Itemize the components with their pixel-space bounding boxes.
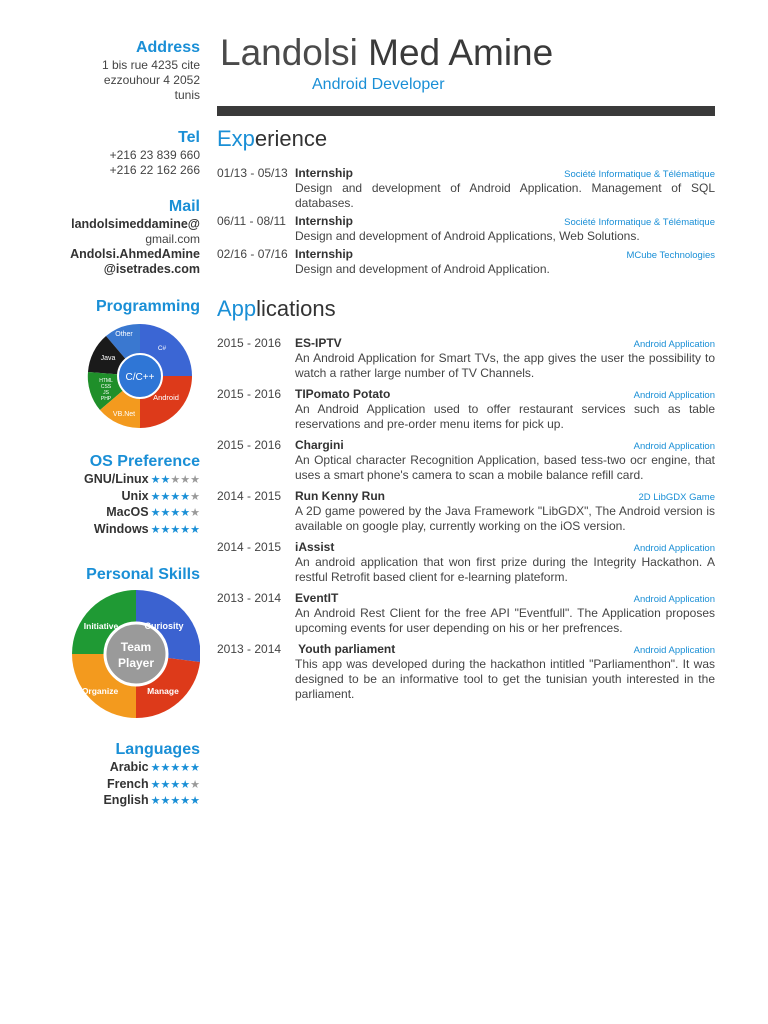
experience-list — [217, 166, 715, 277]
applications-list — [217, 336, 715, 702]
entry-dates: 2014 - 2015 — [217, 489, 282, 503]
entry-description: Design and development of Android Application. — [295, 262, 550, 276]
header-divider — [217, 106, 715, 116]
phone-number[interactable]: +216 23 839 660 — [109, 148, 200, 162]
experience-section — [217, 126, 715, 277]
rating-row — [60, 472, 200, 489]
job-title: Android Developer — [312, 76, 445, 93]
star-empty-icon: ★ — [190, 507, 200, 519]
sidebar — [60, 38, 200, 810]
wheel-center-label: Team — [120, 640, 152, 654]
star-filled-icon: ★ — [170, 778, 181, 791]
star-rating — [151, 491, 200, 503]
wheel-label-manage: Manage — [147, 686, 179, 696]
rating-label: GNU/Linux — [84, 472, 149, 486]
entry-description: An Android Rest Client for the free API "Eventfull". The Application proposes upcoming events for user depending on his or her prefrences. — [295, 606, 715, 635]
star-empty-icon: ★ — [170, 474, 181, 486]
star-filled-icon: ★ — [180, 762, 191, 774]
rating-label: English — [103, 793, 149, 807]
entry-organization: Société Informatique & Télématique — [564, 169, 715, 180]
application-entry — [217, 642, 715, 702]
entry-dates: 2015 - 2016 — [217, 438, 282, 452]
applications-section — [217, 296, 715, 702]
entry-title: iAssist — [295, 540, 335, 554]
skills-heading: Personal Skills — [86, 566, 200, 583]
star-filled-icon: ★ — [150, 474, 161, 486]
wheel-label-web: HTML CSS JS PHP — [99, 378, 113, 402]
entry-title: Internship — [295, 247, 354, 261]
star-rating — [151, 507, 200, 519]
rating-row — [60, 793, 200, 810]
star-filled-icon: ★ — [150, 795, 161, 807]
first-name: Landolsi — [220, 32, 358, 73]
entry-description: An Android Application used to offer restaurant services such as table reservations and pre-order menu items for pick up. — [295, 402, 715, 431]
rating-label: Unix — [121, 488, 149, 503]
star-filled-icon: ★ — [150, 490, 161, 503]
star-filled-icon: ★ — [180, 490, 191, 503]
star-filled-icon: ★ — [180, 778, 191, 791]
entry-category: Android Application — [633, 543, 715, 554]
star-filled-icon: ★ — [180, 795, 191, 807]
application-entry — [217, 540, 715, 585]
mail-section — [60, 197, 200, 277]
languages-section — [60, 740, 200, 810]
wheel-label-organize: Organize — [81, 686, 119, 696]
email-line[interactable]: gmail.com — [145, 232, 200, 246]
star-rating — [151, 795, 200, 807]
section-title-rest: lications — [256, 296, 336, 321]
address-line: tunis — [174, 88, 200, 102]
star-filled-icon: ★ — [190, 523, 200, 536]
programming-heading: Programming — [95, 298, 200, 315]
entry-description: An Optical character Recognition Application, based tess-two ocr engine, that uses a smart phone's camera to scan a mobile balance refill card. — [295, 453, 715, 482]
experience-entry — [217, 166, 715, 211]
wheel-label-android: Android — [153, 393, 179, 402]
star-filled-icon: ★ — [160, 795, 171, 807]
skills-section — [60, 565, 200, 724]
star-empty-icon: ★ — [190, 778, 200, 791]
email-line[interactable]: landolsimeddamine@ — [71, 217, 200, 231]
entry-category: Android Application — [633, 594, 715, 605]
entry-description: Design and development of Android Application. Management of SQL databases. — [295, 181, 715, 210]
star-filled-icon: ★ — [160, 474, 171, 486]
star-filled-icon: ★ — [190, 795, 200, 807]
application-entry — [217, 438, 715, 483]
star-filled-icon: ★ — [160, 762, 171, 774]
entry-title: Internship — [295, 214, 354, 228]
entry-dates: 2013 - 2014 — [217, 591, 282, 605]
application-entry — [217, 489, 715, 534]
star-filled-icon: ★ — [150, 507, 161, 519]
rating-label: Windows — [93, 521, 149, 536]
star-filled-icon: ★ — [190, 762, 200, 774]
star-empty-icon: ★ — [180, 474, 191, 486]
rating-row — [60, 489, 200, 506]
entry-category: 2D LibGDX Game — [638, 492, 715, 503]
star-filled-icon: ★ — [150, 762, 161, 774]
star-filled-icon: ★ — [150, 523, 161, 536]
address-line: ezzouhour 4 2052 — [103, 73, 200, 87]
entry-description: This app was developed during the hackathon intitled "Parliamenthon". It was designed to be an informative tool to get the tunisian youth interested in the parliament. — [295, 657, 715, 701]
rating-row — [60, 522, 200, 539]
entry-title: ES-IPTV — [295, 336, 342, 350]
entry-dates: 02/16 - 07/16 — [217, 247, 288, 261]
star-filled-icon: ★ — [150, 778, 161, 791]
entry-category: Android Application — [633, 441, 715, 452]
entry-description: Design and development of Android Applications, Web Solutions. — [295, 229, 640, 243]
phone-number[interactable]: +216 22 162 266 — [109, 163, 200, 177]
star-empty-icon: ★ — [190, 474, 200, 486]
entry-organization: MCube Technologies — [626, 250, 715, 261]
wheel-center-label: Player — [117, 656, 155, 670]
wheel-label-curiosity: Curiosity — [144, 621, 184, 631]
section-title-rest: erience — [254, 126, 328, 151]
section-title — [217, 126, 715, 152]
star-filled-icon: ★ — [160, 523, 171, 536]
star-filled-icon: ★ — [170, 523, 181, 536]
entry-category: Android Application — [633, 390, 715, 401]
entry-description: An android application that won first prize during the Integrity Hackathon. A restful Retrofit based client for e-learning plateform. — [295, 555, 715, 584]
entry-category: Android Application — [633, 645, 715, 656]
star-filled-icon: ★ — [180, 523, 191, 536]
wheel-label-java: Java — [100, 355, 116, 362]
star-filled-icon: ★ — [170, 795, 181, 807]
entry-dates: 2013 - 2014 — [217, 642, 282, 656]
star-filled-icon: ★ — [170, 762, 181, 774]
entry-dates: 01/13 - 05/13 — [217, 166, 288, 180]
entry-title: EventIT — [295, 591, 339, 605]
star-filled-icon: ★ — [170, 490, 181, 503]
star-filled-icon: ★ — [160, 490, 171, 503]
os-heading: OS Preference — [89, 453, 200, 470]
programming-section — [60, 297, 200, 432]
star-filled-icon: ★ — [160, 507, 171, 519]
section-title-accent: Exp — [217, 126, 255, 151]
star-rating — [151, 524, 200, 536]
wheel-center — [105, 623, 167, 685]
entry-title: Internship — [295, 166, 354, 180]
experience-entry — [217, 214, 715, 244]
star-rating — [151, 762, 200, 774]
rating-label: French — [106, 776, 149, 791]
address-line: 1 bis rue 4235 cite — [101, 58, 200, 72]
mail-heading: Mail — [168, 198, 200, 215]
entry-description: An Android Application for Smart TVs, the app gives the user the possibility to watch a rather large number of TV Channels. — [295, 351, 715, 380]
entry-title: Chargini — [295, 438, 344, 452]
entry-title: Youth parliament — [295, 642, 396, 656]
application-entry — [217, 336, 715, 381]
entry-title: TIPomato Potato — [295, 387, 391, 401]
rating-label: Arabic — [109, 760, 149, 774]
star-filled-icon: ★ — [180, 507, 191, 519]
entry-dates: 06/11 - 08/11 — [217, 214, 286, 228]
wheel-label-other: Other — [115, 331, 133, 338]
rating-label: MacOS — [106, 505, 149, 519]
star-empty-icon: ★ — [190, 490, 200, 503]
wheel-label-vbnet: VB.Net — [112, 411, 136, 418]
entry-title: Run Kenny Run — [295, 489, 385, 503]
application-entry — [217, 591, 715, 636]
os-section — [60, 452, 200, 538]
entry-dates: 2015 - 2016 — [217, 387, 282, 401]
last-name: Med Amine — [368, 32, 554, 73]
wheel-label-initiative: Initiative — [83, 621, 119, 631]
rating-row — [60, 777, 200, 794]
wheel-label-csharp: C# — [157, 345, 167, 352]
tel-heading: Tel — [178, 129, 200, 146]
languages-heading: Languages — [115, 741, 200, 758]
entry-category: Android Application — [633, 339, 715, 350]
rating-row — [60, 505, 200, 522]
section-title-accent: App — [217, 296, 257, 321]
entry-dates: 2014 - 2015 — [217, 540, 282, 554]
star-rating — [151, 779, 200, 791]
star-filled-icon: ★ — [170, 507, 181, 519]
application-entry — [217, 387, 715, 432]
section-title — [217, 296, 715, 322]
address-heading: Address — [135, 39, 200, 56]
programming-wheel — [60, 320, 200, 432]
tel-section — [60, 128, 200, 178]
star-rating — [151, 474, 200, 486]
experience-entry — [217, 247, 715, 277]
wheel-center-label: C/C++ — [125, 372, 155, 383]
star-filled-icon: ★ — [160, 778, 171, 791]
email-line[interactable]: Andolsi.AhmedAmine — [70, 247, 200, 261]
address-section — [60, 38, 200, 103]
entry-dates: 2015 - 2016 — [217, 336, 282, 350]
entry-description: A 2D game powered by the Java Framework "LibGDX", The Android version is available on google play, currently working on the iOS version. — [295, 504, 715, 533]
full-name — [220, 32, 553, 74]
rating-row — [60, 760, 200, 777]
email-line[interactable]: @isetrades.com — [103, 262, 200, 276]
entry-organization: Société Informatique & Télématique — [564, 217, 715, 228]
skills-wheel — [60, 588, 200, 724]
